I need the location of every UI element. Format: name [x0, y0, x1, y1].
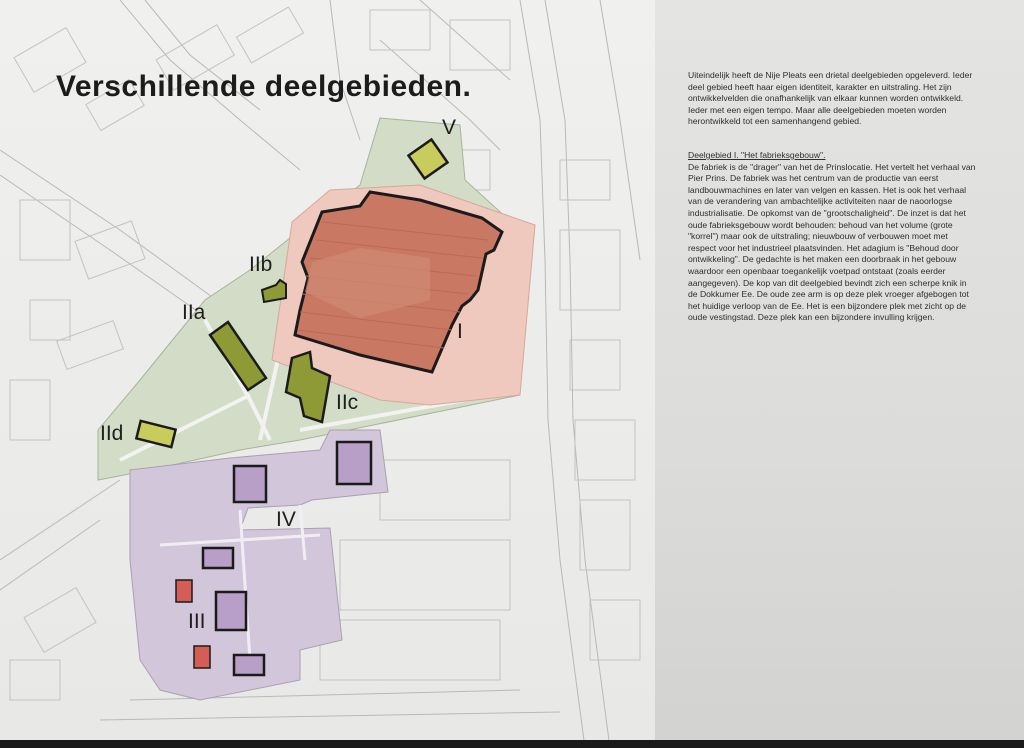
label-IIc: IIc	[336, 391, 359, 414]
label-III: III	[188, 610, 206, 633]
label-IV: IV	[276, 508, 296, 531]
label-IIa: IIa	[182, 301, 206, 324]
building-III-1	[203, 548, 233, 568]
building-III-red-1	[176, 580, 192, 602]
building-IV-1	[234, 466, 266, 502]
section-heading: Deelgebied I. "Het fabrieksgebouw".	[688, 149, 826, 160]
intro-paragraph: Uiteindelijk heeft de Nije Pleats een drietal deelgebieden opgeleverd. Ieder deel gebied heeft haar eigen identiteit, karakter en uitstraling. Het zijn ontwikkelvelden die onafhankelijk van elkaar kunnen worden ontwikkeld. Ieder met een eigen tempo. Maar alle deelgebieden moeten worden herontwikkeld tot een samenhangend gebied.	[688, 70, 973, 127]
bottom-edge	[0, 740, 1024, 748]
building-IV-2	[337, 442, 371, 484]
page-title: Verschillende deelgebieden.	[56, 70, 472, 103]
label-IIb: IIb	[249, 253, 273, 276]
label-V: V	[442, 116, 457, 139]
building-III-red-2	[194, 646, 210, 668]
building-III-3	[234, 655, 264, 675]
building-III-2	[216, 592, 246, 630]
description-text	[688, 70, 978, 336]
section-body: De fabriek is de "drager" van het de Prinslocatie. Het vertelt het verhaal van Pier Prins. De fabriek was het centrum van de productie van eerst landbouwmachines en later van velgen en kassen. Het is ook het verhaal van de verandering van ambachtelijke activiteiten naar de naoorlogse industrialisatie. De opkomst van de "grootschaligheid". De inzet is dat het oude fabrieksgebouw wordt behouden: behoud van het volume (grote "korrel") maar ook de uitstraling; nieuwbouw of verbouwen moet met respect voor het industrieel plaatsvinden. Het adagium is "Behoud door ontwikkeling". De gedachte is het maken een doorbraak in het gebouw waardoor een openbaar toegankelijk voetpad ontstaat (zoals eerder aangegeven). De kop van dit deelgebied bevindt zich een scherpe knik in de Dokkumer Ee. De oude zee arm is op deze plek vroeger afgebogen tot het huidige verloop van de Ee. Het is een bijzondere plek met zicht op de oude vestingstad. Deze plek kan een bijzondere invulling krijgen.	[688, 161, 976, 323]
label-IId: IId	[100, 422, 124, 445]
label-I: I	[457, 320, 463, 343]
